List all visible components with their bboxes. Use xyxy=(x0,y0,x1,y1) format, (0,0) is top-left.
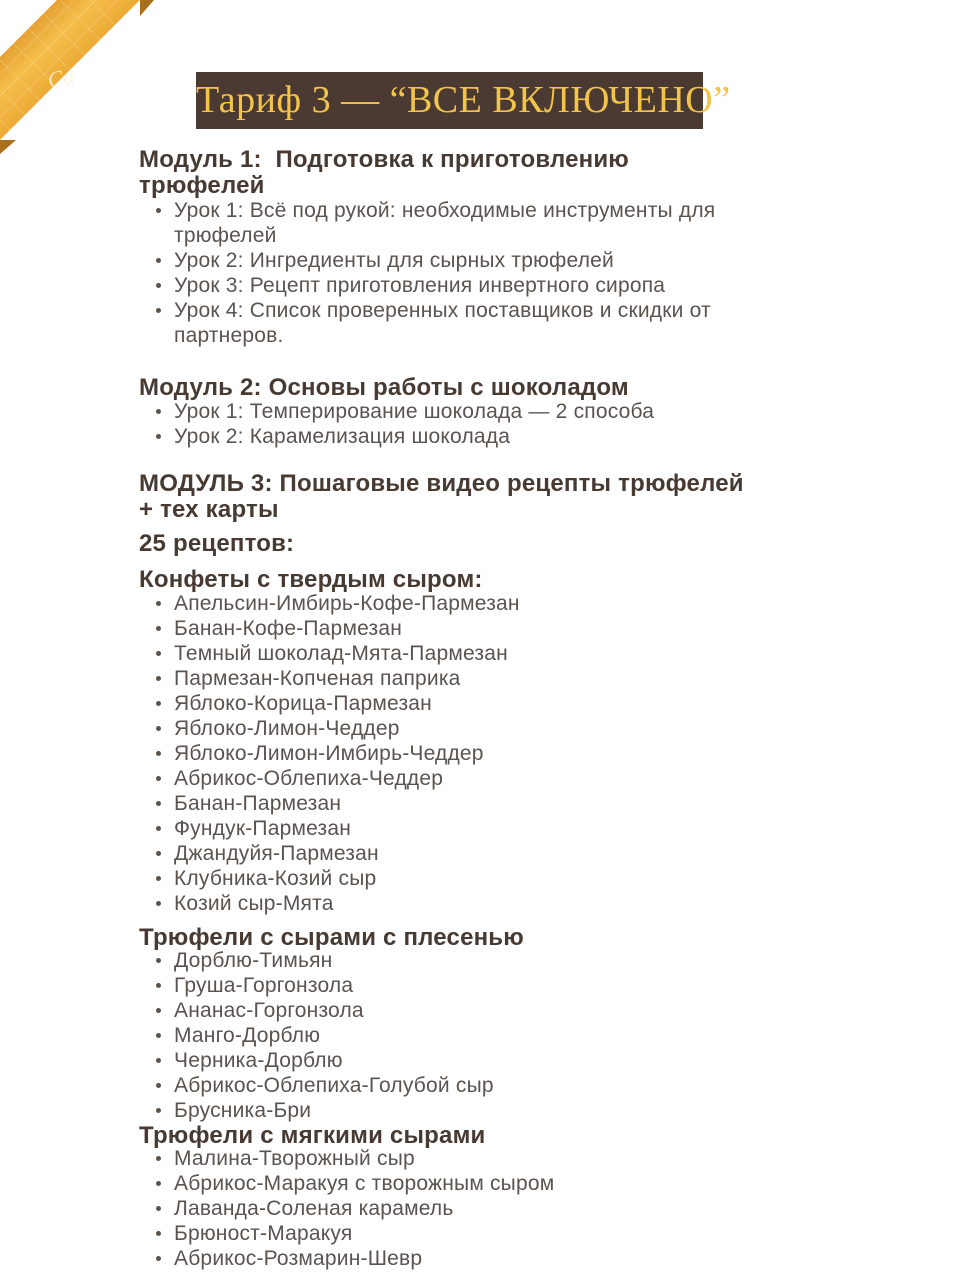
recipe-list-soft-cheese xyxy=(139,1146,731,1271)
module-2-heading: Модуль 2: Основы работы с шоколадом xyxy=(139,374,629,401)
recipe-item: Козий сыр-Мята xyxy=(139,891,731,916)
category-heading-hard-cheese: Конфеты с твердым сыром: xyxy=(139,566,483,593)
recipe-item: Джандуйя-Пармезан xyxy=(139,841,731,866)
lesson-item: Урок 3: Рецепт приготовления инвертного сиропа xyxy=(139,273,731,298)
lesson-item: Урок 2: Карамелизация шоколада xyxy=(139,424,731,449)
recipe-item: Апельсин-Имбирь-Кофе-Пармезан xyxy=(139,591,731,616)
ribbon-grid-pattern xyxy=(0,0,170,170)
recipe-item: Манго-Дорблю xyxy=(139,1023,731,1048)
recipe-item: Абрикос-Розмарин-Шевр xyxy=(139,1246,731,1271)
module-3-heading: МОДУЛЬ 3: Пошаговые видео рецепты трюфелей + тех карты xyxy=(139,470,744,523)
recipe-item: Малина-Творожный сыр xyxy=(139,1146,731,1171)
recipe-list-hard-cheese xyxy=(139,591,731,916)
recipe-item: Яблоко-Лимон-Чеддер xyxy=(139,716,731,741)
lesson-item: Урок 1: Темперирование шоколада — 2 способа xyxy=(139,399,731,424)
recipe-item: Пармезан-Копченая паприка xyxy=(139,666,731,691)
recipe-item: Груша-Горгонзола xyxy=(139,973,731,998)
recipe-item: Абрикос-Облепиха-Голубой сыр xyxy=(139,1073,731,1098)
lesson-item: Урок 4: Список проверенных поставщиков и скидки от партнеров. xyxy=(139,298,731,348)
lesson-item: Урок 2: Ингредиенты для сырных трюфелей xyxy=(139,248,731,273)
recipe-item: Фундук-Пармезан xyxy=(139,816,731,841)
recipe-item: Банан-Кофе-Пармезан xyxy=(139,616,731,641)
recipes-count-label: 25 рецептов: xyxy=(139,530,295,557)
recipe-item: Банан-Пармезан xyxy=(139,791,731,816)
category-heading-soft-cheese: Трюфели с мягкими сырами xyxy=(139,1122,486,1149)
recipe-item: Ананас-Горгонзола xyxy=(139,998,731,1023)
recipe-item: Клубника-Козий сыр xyxy=(139,866,731,891)
ribbon-fold-left-icon xyxy=(0,140,16,154)
recipe-item: Темный шоколад-Мята-Пармезан xyxy=(139,641,731,666)
tariff-title-banner xyxy=(196,72,731,129)
ribbon-watermark: Ca xyxy=(45,63,77,94)
recipe-item: Яблоко-Лимон-Имбирь-Чеддер xyxy=(139,741,731,766)
module-1-heading: Модуль 1: Подготовка к приготовлению трюфелей xyxy=(139,146,636,199)
module-1-lessons xyxy=(139,198,731,348)
recipe-item: Брюност-Маракуя xyxy=(139,1221,731,1246)
recipe-list-blue-cheese xyxy=(139,948,731,1123)
recipe-item: Абрикос-Облепиха-Чеддер xyxy=(139,766,731,791)
recipe-item: Брусника-Бри xyxy=(139,1098,731,1123)
category-heading-blue-cheese: Трюфели с сырами с плесенью xyxy=(139,924,524,951)
recipe-item: Дорблю-Тимьян xyxy=(139,948,731,973)
ribbon-fold-top-icon xyxy=(140,0,154,16)
lesson-item: Урок 1: Всё под рукой: необходимые инструменты для трюфелей xyxy=(139,198,731,248)
recipe-item: Лаванда-Соленая карамель xyxy=(139,1196,731,1221)
module-2-lessons xyxy=(139,399,731,449)
recipe-item: Черника-Дорблю xyxy=(139,1048,731,1073)
recipe-item: Абрикос-Маракуя с творожным сыром xyxy=(139,1171,731,1196)
recipe-item: Яблоко-Корица-Пармезан xyxy=(139,691,731,716)
corner-ribbon xyxy=(0,0,170,170)
tariff-title: Тариф 3 — “ВСЕ ВКЛЮЧЕНО” xyxy=(196,79,731,121)
